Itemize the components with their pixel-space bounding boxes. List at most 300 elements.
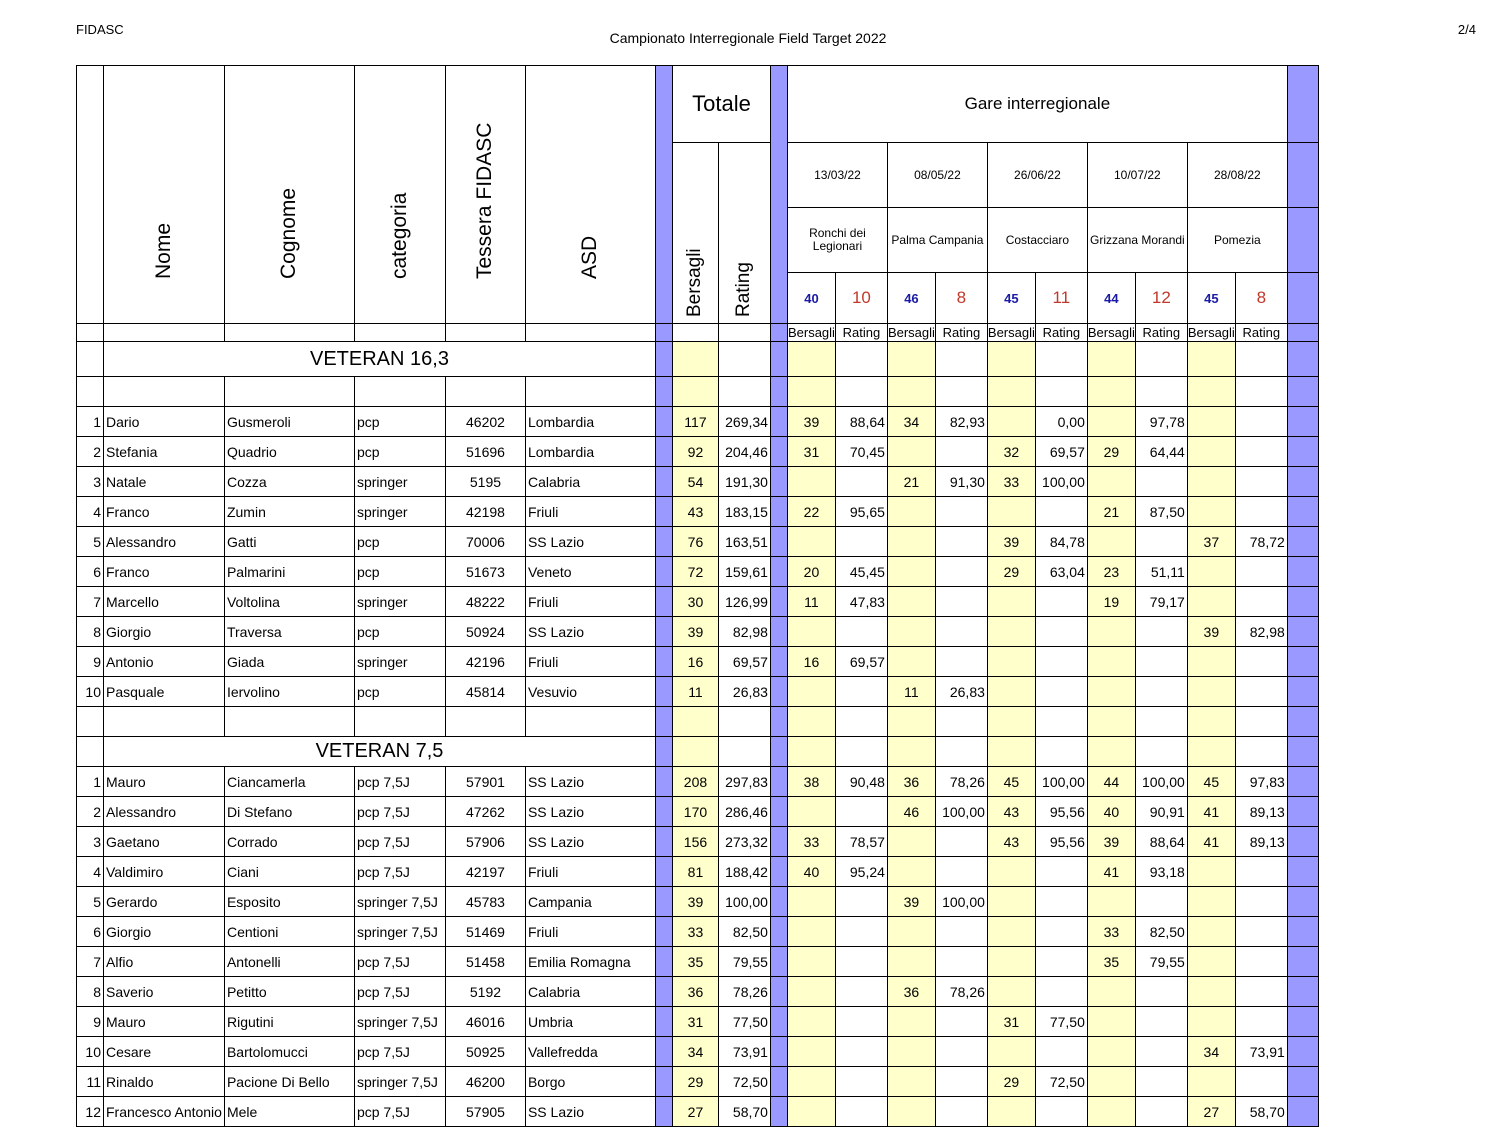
total-bersagli: 81 xyxy=(672,857,718,887)
event-bersagli xyxy=(887,557,935,587)
cognome-cell: Voltolina xyxy=(224,587,354,617)
total-rating: 188,42 xyxy=(718,857,770,887)
event-rating xyxy=(1235,1067,1287,1097)
column-separator xyxy=(770,887,787,917)
page-number: 2/4 xyxy=(1457,22,1476,37)
asd-cell: Umbria xyxy=(525,1007,655,1037)
event-bersagli xyxy=(1187,647,1235,677)
event-bersagli: 36 xyxy=(887,977,935,1007)
empty-cell xyxy=(1135,377,1187,407)
column-separator xyxy=(770,707,787,737)
event-bersagli: 20 xyxy=(787,557,835,587)
nome-cell: Alfio xyxy=(104,947,225,977)
event-bersagli xyxy=(1187,467,1235,497)
event-bersagli xyxy=(1187,917,1235,947)
event-bersagli xyxy=(787,467,835,497)
event-bersagli xyxy=(1087,527,1135,557)
event-location: Pomezia xyxy=(1187,208,1287,273)
event-bersagli xyxy=(887,527,935,557)
event-rating: 77,50 xyxy=(1035,1007,1087,1037)
event-rating xyxy=(1235,647,1287,677)
event-rating-count: 8 xyxy=(1235,273,1287,324)
event-bersagli xyxy=(787,917,835,947)
cognome-cell: Esposito xyxy=(224,887,354,917)
empty-cell xyxy=(1135,707,1187,737)
total-rating: 286,46 xyxy=(718,797,770,827)
column-separator xyxy=(770,324,787,342)
event-bersagli xyxy=(987,947,1035,977)
empty-cell xyxy=(718,737,770,767)
categoria-cell: pcp xyxy=(354,617,445,647)
column-separator xyxy=(1287,143,1318,208)
column-separator xyxy=(770,677,787,707)
sub-rating-label: Rating xyxy=(1135,324,1187,342)
categoria-header-text: categoria xyxy=(387,192,411,279)
total-bersagli: 33 xyxy=(672,917,718,947)
event-bersagli-count: 45 xyxy=(987,273,1035,324)
event-bersagli: 34 xyxy=(887,407,935,437)
event-bersagli: 38 xyxy=(787,767,835,797)
column-separator xyxy=(1287,1037,1318,1067)
total-rating: 58,70 xyxy=(718,1097,770,1127)
categoria-cell: pcp 7,5J xyxy=(354,797,445,827)
asd-cell: Friuli xyxy=(525,857,655,887)
empty-cell xyxy=(104,377,225,407)
event-rating-count: 8 xyxy=(935,273,987,324)
asd-cell: Friuli xyxy=(525,917,655,947)
event-rating: 45,45 xyxy=(835,557,887,587)
total-bersagli: 92 xyxy=(672,437,718,467)
column-separator xyxy=(1287,977,1318,1007)
cognome-header xyxy=(224,66,354,324)
event-rating xyxy=(835,917,887,947)
total-rating: 183,15 xyxy=(718,497,770,527)
event-rating xyxy=(1135,977,1187,1007)
total-rating: 204,46 xyxy=(718,437,770,467)
header-title: Campionato Interregionale Field Target 2022 xyxy=(609,30,887,46)
table-row xyxy=(77,527,1319,557)
event-rating xyxy=(835,1037,887,1067)
column-separator xyxy=(655,557,672,587)
event-rating xyxy=(1235,467,1287,497)
rank: 9 xyxy=(77,1007,104,1037)
event-rating xyxy=(1035,917,1087,947)
column-separator xyxy=(770,977,787,1007)
event-rating xyxy=(935,857,987,887)
event-bersagli xyxy=(987,587,1035,617)
event-rating: 95,24 xyxy=(835,857,887,887)
event-bersagli: 23 xyxy=(1087,557,1135,587)
event-bersagli: 41 xyxy=(1087,857,1135,887)
event-bersagli xyxy=(1087,617,1135,647)
empty-cell xyxy=(525,707,655,737)
column-separator xyxy=(655,617,672,647)
categoria-cell: springer xyxy=(354,647,445,677)
column-separator xyxy=(655,947,672,977)
sub-bersagli-label: Bersagli xyxy=(887,325,935,340)
section-title: VETERAN 7,5 xyxy=(104,737,656,767)
total-rating: 273,32 xyxy=(718,827,770,857)
empty-cell xyxy=(672,342,718,377)
categoria-cell: pcp 7,5J xyxy=(354,767,445,797)
event-rating xyxy=(935,557,987,587)
header-filler xyxy=(77,324,104,342)
asd-cell: Vesuvio xyxy=(525,677,655,707)
event-rating xyxy=(935,917,987,947)
event-bersagli: 43 xyxy=(987,827,1035,857)
empty-cell xyxy=(224,707,354,737)
event-bersagli xyxy=(1187,887,1235,917)
event-rating xyxy=(1135,677,1187,707)
nome-header xyxy=(104,66,225,324)
nome-cell: Dario xyxy=(104,407,225,437)
cognome-cell: Quadrio xyxy=(224,437,354,467)
event-rating: 0,00 xyxy=(1035,407,1087,437)
header-filler xyxy=(672,324,718,342)
table-row xyxy=(77,497,1319,527)
empty-cell xyxy=(835,377,887,407)
empty-cell xyxy=(354,707,445,737)
column-separator xyxy=(770,66,787,324)
event-rating: 64,44 xyxy=(1135,437,1187,467)
event-bersagli xyxy=(887,1067,935,1097)
column-separator xyxy=(655,1097,672,1127)
column-separator xyxy=(770,377,787,407)
event-rating: 78,72 xyxy=(1235,527,1287,557)
event-rating: 70,45 xyxy=(835,437,887,467)
table-row xyxy=(77,1097,1319,1127)
event-bersagli: 35 xyxy=(1087,947,1135,977)
tessera-cell: 51458 xyxy=(445,947,525,977)
empty-cell xyxy=(987,377,1035,407)
tessera-cell: 42196 xyxy=(445,647,525,677)
column-separator xyxy=(770,827,787,857)
asd-cell: SS Lazio xyxy=(525,797,655,827)
event-rating xyxy=(835,617,887,647)
empty-cell xyxy=(987,737,1035,767)
event-bersagli xyxy=(887,497,935,527)
total-bersagli: 34 xyxy=(672,1037,718,1067)
nome-cell: Alessandro xyxy=(104,527,225,557)
tessera-cell: 47262 xyxy=(445,797,525,827)
total-bersagli: 31 xyxy=(672,1007,718,1037)
nome-cell: Franco xyxy=(104,557,225,587)
total-bersagli: 54 xyxy=(672,467,718,497)
section-title: VETERAN 16,3 xyxy=(104,342,656,377)
tessera-cell: 45814 xyxy=(445,677,525,707)
event-bersagli xyxy=(787,617,835,647)
total-bersagli: 29 xyxy=(672,1067,718,1097)
nome-cell: Gerardo xyxy=(104,887,225,917)
empty-cell xyxy=(835,707,887,737)
event-bersagli: 33 xyxy=(1087,917,1135,947)
event-rating: 26,83 xyxy=(935,677,987,707)
event-bersagli: 34 xyxy=(1187,1037,1235,1067)
rank: 6 xyxy=(77,917,104,947)
event-date: 26/06/22 xyxy=(987,143,1087,208)
event-rating: 100,00 xyxy=(935,887,987,917)
event-bersagli xyxy=(887,857,935,887)
categoria-header xyxy=(354,66,445,324)
empty-cell xyxy=(224,377,354,407)
total-rating: 126,99 xyxy=(718,587,770,617)
column-separator xyxy=(655,827,672,857)
event-rating xyxy=(1035,947,1087,977)
empty-cell xyxy=(672,737,718,767)
sub-bersagli-label: Bersagli xyxy=(1187,325,1235,340)
categoria-cell: pcp 7,5J xyxy=(354,947,445,977)
cognome-cell: Iervolino xyxy=(224,677,354,707)
tessera-cell: 51696 xyxy=(445,437,525,467)
event-bersagli xyxy=(787,677,835,707)
column-separator xyxy=(655,737,672,767)
event-bersagli: 29 xyxy=(987,1067,1035,1097)
event-bersagli xyxy=(987,1097,1035,1127)
section-row xyxy=(77,737,1319,767)
event-bersagli xyxy=(1087,407,1135,437)
empty-cell xyxy=(77,707,104,737)
rank: 10 xyxy=(77,1037,104,1067)
categoria-cell: pcp 7,5J xyxy=(354,1097,445,1127)
column-separator xyxy=(1287,342,1318,377)
column-separator xyxy=(655,377,672,407)
event-rating xyxy=(1235,947,1287,977)
event-bersagli: 19 xyxy=(1087,587,1135,617)
cognome-cell: Antonelli xyxy=(224,947,354,977)
empty-cell xyxy=(1035,342,1087,377)
nome-cell: Mauro xyxy=(104,767,225,797)
event-rating: 82,50 xyxy=(1135,917,1187,947)
event-rating xyxy=(1135,1097,1187,1127)
categoria-cell: pcp 7,5J xyxy=(354,827,445,857)
asd-cell: Lombardia xyxy=(525,437,655,467)
column-separator xyxy=(1287,677,1318,707)
asd-cell: SS Lazio xyxy=(525,827,655,857)
nome-cell: Gaetano xyxy=(104,827,225,857)
event-bersagli: 33 xyxy=(787,827,835,857)
sub-rating-label: Rating xyxy=(1235,324,1287,342)
asd-cell: SS Lazio xyxy=(525,767,655,797)
nome-cell: Cesare xyxy=(104,1037,225,1067)
empty-cell xyxy=(104,707,225,737)
event-bersagli xyxy=(1087,647,1135,677)
event-bersagli xyxy=(1187,587,1235,617)
event-rating-count: 11 xyxy=(1035,273,1087,324)
asd-cell: Borgo xyxy=(525,1067,655,1097)
cognome-cell: Gatti xyxy=(224,527,354,557)
empty-cell xyxy=(1187,342,1235,377)
total-rating: 69,57 xyxy=(718,647,770,677)
empty-cell xyxy=(1035,377,1087,407)
event-bersagli xyxy=(887,1097,935,1127)
event-rating: 95,65 xyxy=(835,497,887,527)
event-rating-count: 12 xyxy=(1135,273,1187,324)
event-bersagli: 39 xyxy=(1087,827,1135,857)
table-row xyxy=(77,797,1319,827)
event-rating: 78,57 xyxy=(835,827,887,857)
nome-cell: Alessandro xyxy=(104,797,225,827)
tessera-cell: 51469 xyxy=(445,917,525,947)
rank: 7 xyxy=(77,947,104,977)
categoria-cell: springer 7,5J xyxy=(354,887,445,917)
event-bersagli xyxy=(1087,887,1135,917)
total-bersagli: 156 xyxy=(672,827,718,857)
event-bersagli xyxy=(787,1067,835,1097)
event-location: Ronchi dei Legionari xyxy=(787,208,887,273)
event-bersagli xyxy=(887,437,935,467)
event-rating: 84,78 xyxy=(1035,527,1087,557)
event-rating xyxy=(1235,437,1287,467)
event-date: 08/05/22 xyxy=(887,143,987,208)
event-rating xyxy=(935,647,987,677)
total-bersagli: 36 xyxy=(672,977,718,1007)
event-bersagli xyxy=(887,947,935,977)
event-rating: 90,48 xyxy=(835,767,887,797)
tessera-cell: 51673 xyxy=(445,557,525,587)
empty-cell xyxy=(1187,737,1235,767)
column-separator xyxy=(1287,557,1318,587)
column-separator xyxy=(770,407,787,437)
header-filler xyxy=(224,324,354,342)
event-rating xyxy=(835,467,887,497)
event-bersagli xyxy=(1087,677,1135,707)
empty-cell xyxy=(525,377,655,407)
event-bersagli xyxy=(987,977,1035,1007)
event-bersagli: 22 xyxy=(787,497,835,527)
total-rating: 82,50 xyxy=(718,917,770,947)
event-bersagli xyxy=(1087,977,1135,1007)
event-rating: 89,13 xyxy=(1235,797,1287,827)
sub-bersagli-label: Bersagli xyxy=(1087,325,1135,340)
column-separator xyxy=(770,947,787,977)
event-rating xyxy=(935,827,987,857)
asd-cell: SS Lazio xyxy=(525,617,655,647)
column-separator xyxy=(655,437,672,467)
cognome-cell: Palmarini xyxy=(224,557,354,587)
table-row xyxy=(77,647,1319,677)
gare-header: Gare interregionale xyxy=(787,66,1287,143)
event-rating xyxy=(1035,857,1087,887)
empty-cell xyxy=(887,707,935,737)
event-rating xyxy=(1035,887,1087,917)
asd-cell: SS Lazio xyxy=(525,1097,655,1127)
column-separator xyxy=(1287,1097,1318,1127)
event-rating xyxy=(1035,497,1087,527)
tessera-cell: 46202 xyxy=(445,407,525,437)
event-bersagli xyxy=(1187,557,1235,587)
cognome-cell: Ciani xyxy=(224,857,354,887)
event-bersagli: 37 xyxy=(1187,527,1235,557)
categoria-cell: springer 7,5J xyxy=(354,917,445,947)
event-bersagli xyxy=(787,977,835,1007)
total-bersagli: 208 xyxy=(672,767,718,797)
event-rating xyxy=(835,797,887,827)
table-row xyxy=(77,407,1319,437)
event-location: Grizzana Morandi xyxy=(1087,208,1187,273)
event-rating xyxy=(835,1007,887,1037)
cognome-cell: Centioni xyxy=(224,917,354,947)
event-rating xyxy=(1035,977,1087,1007)
column-separator xyxy=(655,857,672,887)
tessera-cell: 57906 xyxy=(445,827,525,857)
event-bersagli xyxy=(1187,1067,1235,1097)
total-bersagli: 35 xyxy=(672,947,718,977)
table-row xyxy=(77,917,1319,947)
event-rating: 88,64 xyxy=(835,407,887,437)
empty-cell xyxy=(787,707,835,737)
categoria-cell: springer xyxy=(354,497,445,527)
event-bersagli xyxy=(1187,497,1235,527)
event-rating xyxy=(1235,857,1287,887)
rank: 9 xyxy=(77,647,104,677)
event-bersagli xyxy=(887,1007,935,1037)
asd-cell: Calabria xyxy=(525,467,655,497)
header-filler xyxy=(104,324,225,342)
empty-cell xyxy=(77,342,104,377)
total-bersagli: 11 xyxy=(672,677,718,707)
event-bersagli: 40 xyxy=(1087,797,1135,827)
categoria-cell: pcp xyxy=(354,437,445,467)
event-bersagli xyxy=(987,617,1035,647)
cognome-cell: Zumin xyxy=(224,497,354,527)
table-row xyxy=(77,677,1319,707)
section-row xyxy=(77,342,1319,377)
column-separator xyxy=(770,342,787,377)
total-bersagli: 76 xyxy=(672,527,718,557)
column-separator xyxy=(1287,587,1318,617)
column-separator xyxy=(655,767,672,797)
empty-cell xyxy=(1235,342,1287,377)
event-rating: 93,18 xyxy=(1135,857,1187,887)
asd-cell: Lombardia xyxy=(525,407,655,437)
cognome-cell: Ciancamerla xyxy=(224,767,354,797)
tessera-cell: 42198 xyxy=(445,497,525,527)
event-rating xyxy=(835,947,887,977)
empty-cell xyxy=(354,377,445,407)
event-location: Palma Campania xyxy=(887,208,987,273)
event-bersagli xyxy=(1087,1067,1135,1097)
column-separator xyxy=(655,647,672,677)
rank: 3 xyxy=(77,467,104,497)
column-separator xyxy=(1287,707,1318,737)
categoria-cell: pcp xyxy=(354,527,445,557)
categoria-cell: springer 7,5J xyxy=(354,1067,445,1097)
nome-cell: Antonio xyxy=(104,647,225,677)
empty-cell xyxy=(718,377,770,407)
empty-cell xyxy=(1187,377,1235,407)
event-rating xyxy=(1135,887,1187,917)
event-rating: 63,04 xyxy=(1035,557,1087,587)
empty-cell xyxy=(1035,707,1087,737)
empty-cell xyxy=(787,377,835,407)
column-separator xyxy=(655,677,672,707)
empty-cell xyxy=(887,737,935,767)
cognome-cell: Di Stefano xyxy=(224,797,354,827)
event-bersagli xyxy=(987,917,1035,947)
event-rating xyxy=(935,1007,987,1037)
sub-bersagli-label: Bersagli xyxy=(787,325,835,340)
event-bersagli xyxy=(1187,677,1235,707)
event-rating: 90,91 xyxy=(1135,797,1187,827)
event-date: 10/07/22 xyxy=(1087,143,1187,208)
tessera-cell: 45783 xyxy=(445,887,525,917)
rank: 2 xyxy=(77,797,104,827)
event-bersagli xyxy=(787,1007,835,1037)
event-bersagli xyxy=(1187,1007,1235,1037)
empty-cell xyxy=(445,707,525,737)
rank: 5 xyxy=(77,527,104,557)
column-separator xyxy=(655,497,672,527)
